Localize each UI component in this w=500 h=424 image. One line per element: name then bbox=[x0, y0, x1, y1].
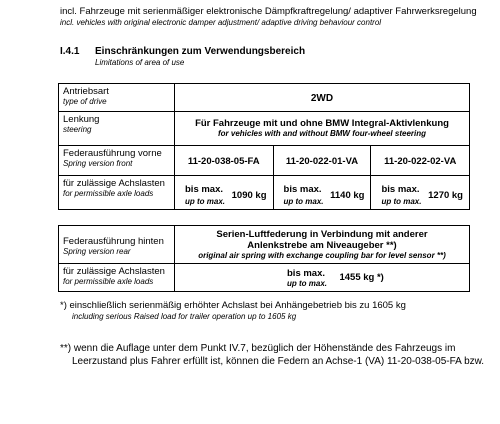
footnote-double-star-1: **) wenn die Auflage unter dem Punkt IV.7, bezüglich der Höhenstände des Fahrzeugs im bbox=[60, 343, 456, 354]
steering-label-en: steering bbox=[63, 124, 92, 134]
axle-load-label: für zulässige Achslasten bbox=[63, 177, 165, 189]
section-number: I.4.1 bbox=[60, 46, 80, 57]
header-line-en: incl. vehicles with original electronic damper adjustment/ adaptive driving behaviour control bbox=[60, 18, 382, 27]
usage-table-rear bbox=[58, 225, 470, 292]
rear-axle-load-value-cell bbox=[175, 264, 470, 292]
rear-axle-load-label-cell bbox=[59, 264, 175, 292]
axle-load-cell-1 bbox=[175, 175, 274, 209]
spring-rear-value-en: original air spring with exchange coupling bar for level sensor **) bbox=[198, 251, 446, 260]
rear-axle-load-value: 1455 kg *) bbox=[339, 272, 384, 283]
spring-rear-label-cell bbox=[59, 226, 175, 264]
section-subtitle: Limitations of area of use bbox=[95, 58, 185, 67]
footnote-star: *) einschließlich serienmäßig erhöhter Achslast bei Anhängebetrieb bis zu 1605 kg bbox=[60, 300, 406, 311]
spring-front-label: Federausführung vorne bbox=[63, 147, 162, 159]
axle-load-label-en: for permissible axle loads bbox=[63, 188, 154, 198]
spring-front-label-cell bbox=[59, 145, 175, 175]
spring-rear-value-2: Anlenkstrebe am Niveaugeber **) bbox=[247, 240, 397, 251]
spring-rear-value-1: Serien-Luftfederung in Verbindung mit anderer bbox=[216, 229, 428, 240]
drive-value: 2WD bbox=[310, 93, 334, 105]
axle-load-cell-2 bbox=[273, 175, 371, 209]
footnote-star-en: including serious Raised load for trailer operation up to 1605 kg bbox=[72, 312, 297, 321]
rear-axle-load-label: für zulässige Achslasten bbox=[63, 266, 165, 277]
spring-code-2: 11-20-022-01-VA bbox=[285, 156, 359, 168]
spring-code-cell-3 bbox=[371, 145, 470, 175]
axle-load-value-1: 1090 kg bbox=[231, 189, 267, 201]
max-label-en: up to max. bbox=[283, 196, 324, 206]
header-line-de: incl. Fahrzeuge mit serienmäßiger elektronische Dämpfkraftregelung/ adaptiver Fahrwerksregelung bbox=[60, 6, 477, 17]
steering-label-cell bbox=[59, 111, 175, 145]
spring-code-cell-2 bbox=[273, 145, 371, 175]
max-label-en: up to max. bbox=[381, 196, 422, 206]
axle-load-label-cell bbox=[59, 175, 175, 209]
usage-table-front bbox=[58, 83, 470, 210]
rear-max-label: bis max. bbox=[287, 267, 326, 279]
drive-label: Antriebsart bbox=[63, 86, 109, 97]
max-label-en: up to max. bbox=[185, 196, 226, 206]
drive-label-cell bbox=[59, 84, 175, 112]
row-spring-rear bbox=[59, 226, 470, 264]
row-spring-front bbox=[59, 145, 470, 175]
axle-load-value-2: 1140 kg bbox=[330, 189, 365, 201]
axle-load-value-3: 1270 kg bbox=[428, 189, 463, 201]
drive-value-cell bbox=[175, 84, 470, 112]
row-drive-type bbox=[59, 84, 470, 112]
spring-front-label-en: Spring version front bbox=[63, 158, 133, 168]
row-steering bbox=[59, 111, 470, 145]
spring-code-cell-1 bbox=[175, 145, 274, 175]
steering-value: Für Fahrzeuge mit und ohne BMW Integral-Aktivlenkung bbox=[195, 118, 449, 130]
footnote-double-star-2: Leerzustand plus Fahrer erfüllt ist, können die Federn an Achse-1 (VA) 11-20-038-05-FA bzw. bbox=[72, 356, 485, 367]
steering-label: Lenkung bbox=[63, 113, 100, 125]
drive-label-en: type of drive bbox=[63, 97, 107, 106]
spring-code-3: 11-20-022-02-VA bbox=[384, 156, 457, 168]
max-label: bis max. bbox=[381, 183, 420, 195]
rear-max-label-en: up to max. bbox=[287, 278, 328, 288]
axle-load-cell-3 bbox=[371, 175, 470, 209]
max-label: bis max. bbox=[185, 183, 224, 195]
steering-value-cell bbox=[175, 111, 470, 145]
steering-value-en: for vehicles with and without BMW four-wheel steering bbox=[217, 129, 426, 139]
spring-rear-label-en: Spring version rear bbox=[63, 247, 131, 256]
row-axle-load-front bbox=[59, 175, 470, 209]
spring-rear-value-cell bbox=[175, 226, 470, 264]
spring-rear-label: Federausführung hinten bbox=[63, 236, 164, 247]
section-title: Einschränkungen zum Verwendungsbereich bbox=[95, 46, 306, 57]
row-axle-load-rear bbox=[59, 264, 470, 292]
max-label: bis max. bbox=[283, 183, 322, 195]
spring-code-1: 11-20-038-05-FA bbox=[187, 156, 260, 168]
rear-axle-load-label-en: for permissible axle loads bbox=[63, 277, 154, 286]
